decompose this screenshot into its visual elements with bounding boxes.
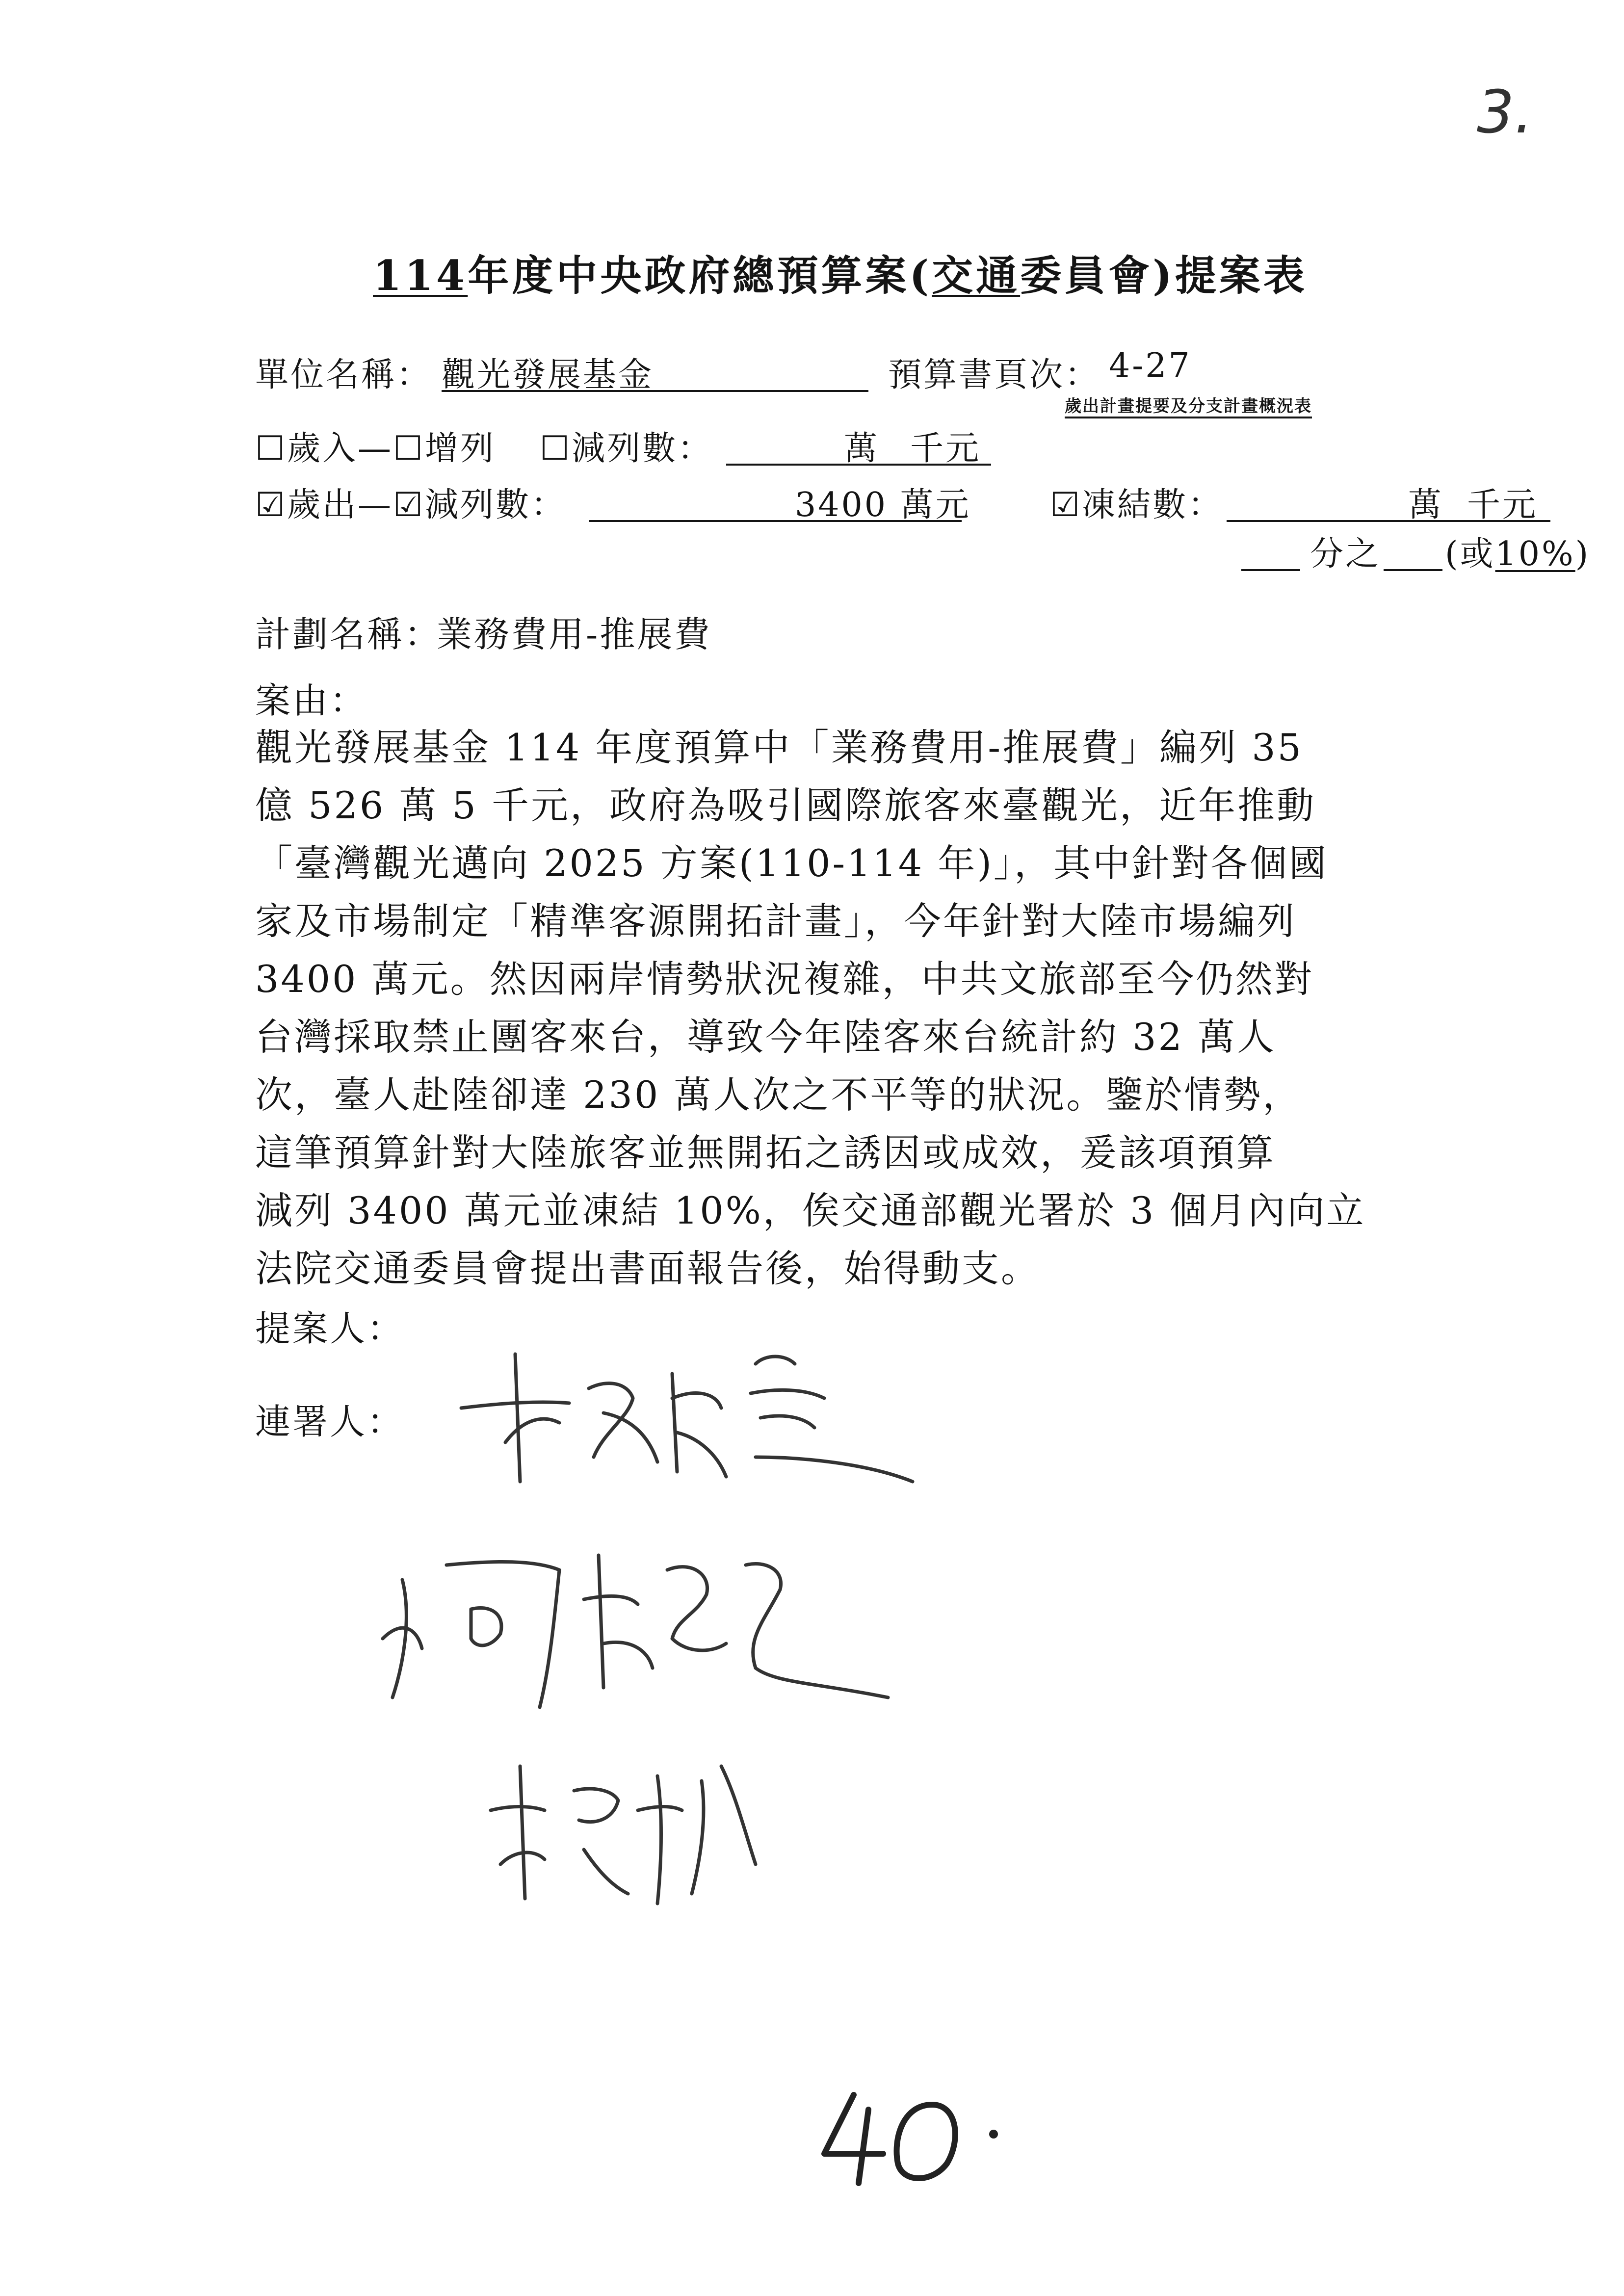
expenditure-checkbox[interactable]: ☑ — [255, 486, 287, 524]
expenditure-row — [255, 478, 566, 526]
signature-2 — [373, 1521, 903, 1727]
or-label: (或 — [1445, 535, 1495, 574]
signature-1 — [442, 1334, 932, 1506]
plan-label: 計劃名稱： — [255, 614, 442, 655]
expenditure-decrease-checkbox[interactable]: ☑ — [393, 486, 425, 524]
reason-line: 「臺灣觀光邁向 2025 方案(110-114 年)」，其中針對各個國 — [255, 841, 1328, 885]
fraction-denominator-underline — [1384, 569, 1442, 571]
reason-line: 家及市場制定「精準客源開拓計畫」，今年針對大陸市場編列 — [255, 899, 1296, 943]
freeze-checkbox[interactable]: ☑ — [1050, 486, 1082, 524]
reason-line: 法院交通委員會提出書面報告後，始得動支。 — [255, 1247, 1040, 1290]
unit-value: 觀光發展基金 — [442, 356, 654, 394]
page-mark: 3. — [1477, 78, 1533, 147]
reason-line: 3400 萬元。然因兩岸情勢狀況複雜，中共文旅部至今仍然對 — [255, 957, 1314, 1001]
fraction-label: 分之 — [1310, 535, 1381, 574]
or-percent-group — [1445, 527, 1590, 575]
reason-line: 億 526 萬 5 千元，政府為吸引國際旅客來臺觀光，近年推動 — [255, 783, 1316, 827]
freeze-wan: 萬 — [1408, 486, 1444, 524]
revenue-checkbox[interactable]: ☐ — [255, 429, 287, 468]
title-part2: 委員會)提案表 — [1020, 251, 1308, 300]
reason-line: 這筆預算針對大陸旅客並無開拓之誘因或成效，爰該項預算 — [255, 1131, 1276, 1174]
revenue-decrease-checkbox[interactable]: ☐ — [540, 429, 572, 468]
revenue-label: 歲入— — [287, 429, 393, 468]
expenditure-decrease-value: 3400 萬元 — [795, 486, 971, 524]
unit-underline — [442, 390, 868, 392]
reason-line: 台灣採取禁止團客來台，導致今年陸客來台統計約 32 萬人 — [255, 1015, 1277, 1059]
revenue-decrease-group — [540, 422, 713, 470]
revenue-decrease-label: 減列數： — [571, 429, 713, 468]
form-title — [373, 243, 1308, 302]
expenditure-label: 歲出— — [287, 486, 393, 524]
cosigner-label: 連署人： — [255, 1401, 405, 1442]
page-ref-note: 歲出計畫提要及分支計畫概況表 — [1065, 396, 1312, 416]
revenue-row — [255, 422, 496, 470]
fraction-numerator-underline — [1241, 569, 1300, 571]
reason-line: 次，臺人赴陸卻達 230 萬人次之不平等的狀況。鑒於情勢， — [255, 1073, 1302, 1117]
title-year: 114 — [373, 251, 468, 300]
increase-label: 增列 — [424, 429, 496, 468]
page-ref-value: 4-27 — [1109, 346, 1192, 385]
plan-value: 業務費用-推展費 — [437, 614, 712, 655]
title-part1: 年度中央政府總預算案( — [468, 251, 932, 300]
expenditure-amount-underline — [589, 520, 962, 522]
freeze-qianyuan: 千元 — [1467, 486, 1538, 524]
or-close: ) — [1575, 535, 1591, 574]
expenditure-decrease-label: 減列數： — [424, 486, 566, 524]
revenue-wan: 萬 — [844, 429, 880, 468]
revenue-qianyuan: 千元 — [910, 429, 981, 468]
reason-line: 減列 3400 萬元並凍結 10%，俟交通部觀光署於 3 個月內向立 — [255, 1189, 1366, 1232]
freeze-percent: 10% — [1495, 535, 1575, 574]
increase-checkbox[interactable]: ☐ — [393, 429, 425, 468]
freeze-group — [1050, 478, 1223, 526]
footer-number — [805, 2080, 1030, 2198]
reason-body — [255, 719, 1384, 1298]
unit-label: 單位名稱： — [255, 356, 432, 394]
reason-line: 觀光發展基金 114 年度預算中「業務費用-推展費」編列 35 — [255, 726, 1303, 769]
title-committee: 交通 — [932, 251, 1021, 300]
signature-3 — [471, 1737, 775, 1923]
reason-label: 案由： — [255, 680, 367, 721]
freeze-label: 凍結數： — [1081, 486, 1223, 524]
proposer-label: 提案人： — [255, 1308, 405, 1349]
page-ref-label: 預算書頁次： — [888, 356, 1100, 394]
